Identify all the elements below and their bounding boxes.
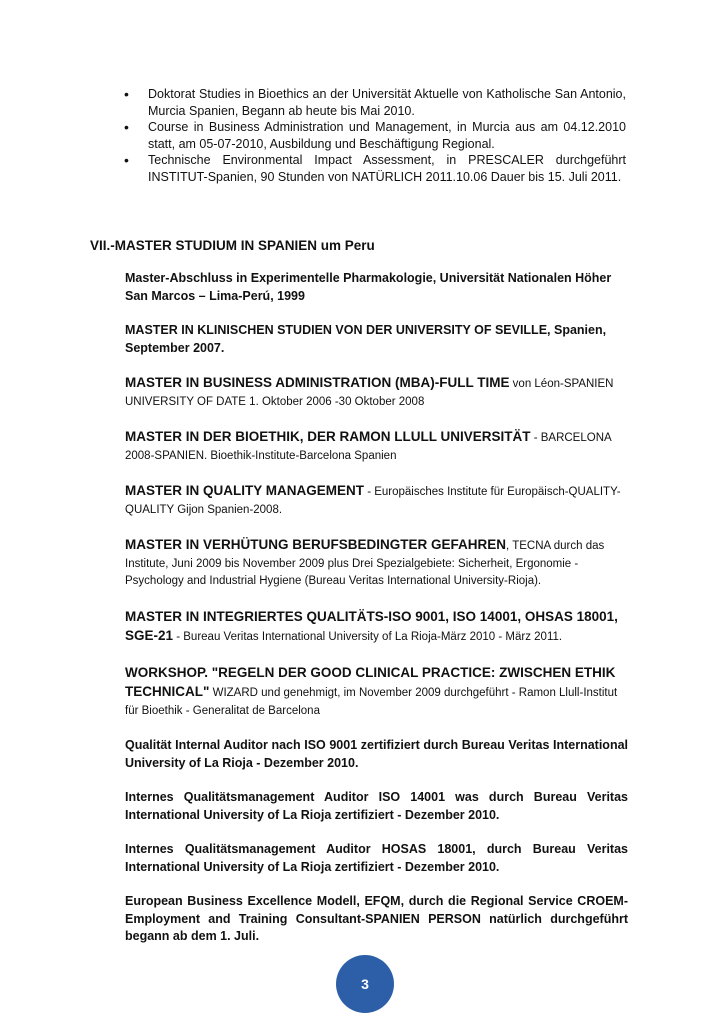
entry-title: WORKSHOP. "REGELN DER GOOD CLINICAL PRACTICE: ZWISCHEN ETHIK TECHNICAL"	[125, 664, 616, 699]
entry-detail: WIZARD und genehmigt, im November 2009 durchgeführt - Ramon Llull-Institut für Bioethik - Generalitat de Barcelona	[125, 687, 618, 717]
entry-efqm-model: European Business Excellence Modell, EFQM, durch die Regional Service CROEM-Employment and Training Consultant-SPANIEN PERSON natürlich durchgeführt begann ab dem 1. Juli.	[125, 894, 628, 943]
entry-title: MASTER IN QUALITY MANAGEMENT	[125, 483, 364, 498]
entry-hosas18001-auditor: Internes Qualitätsmanagement Auditor HOSAS 18001, durch Bureau Veritas International University of La Rioja zertifiziert - Dezember 2010.	[125, 842, 628, 874]
page-number-badge: 3	[336, 955, 394, 1013]
entry-iso14001-auditor: Internes Qualitätsmanagement Auditor ISO 14001 was durch Bureau Veritas International University of La Rioja zertifiziert - Dezember 2010.	[125, 790, 628, 822]
entry-quality-master	[125, 482, 628, 519]
entry-title: MASTER IN DER BIOETHIK, DER RAMON LLULL UNIVERSITÄT	[125, 429, 531, 444]
entry-bioethics-master	[125, 428, 628, 465]
entry-detail: , TECNA durch das Institute, Juni 2009 bis November 2009 plus Drei Spezialgebiete: Sicherheit, Ergonomie - Psychology and Industrial Hygiene (Bureau Veritas International University-Rioja).	[125, 540, 605, 587]
entry-occupational-hazards-master	[125, 536, 628, 591]
entry-pharmacology-master: Master-Abschluss in Experimentelle Pharmakologie, Universität Nationalen Höher San Marcos – Lima-Perú, 1999	[125, 271, 612, 303]
bullet-item: • Doktorat Studies in Bioethics an der Universität Aktuelle von Katholische San Antonio, Murcia Spanien, Begann ab heute bis Mai 2010.	[122, 86, 626, 119]
entry-detail: - Bureau Veritas International University of La Rioja-März 2010 - März 2011.	[173, 631, 563, 643]
entry-detail: - BARCELONA 2008-SPANIEN. Bioethik-Institute-Barcelona Spanien	[125, 432, 612, 462]
entry-title: MASTER IN INTEGRIERTES QUALITÄTS-ISO 9001, ISO 14001, OHSAS 18001, SGE-21	[125, 608, 618, 643]
entry-iso9001-auditor: Qualität Internal Auditor nach ISO 9001 zertifiziert durch Bureau Veritas International University of La Rioja - Dezember 2010.	[125, 738, 628, 770]
bullet-item: • Technische Environmental Impact Assessment, in PRESCALER durchgeführt INSTITUT-Spanien, 90 Stunden von NATÜRLICH 2011.10.06 Dauer bis 15. Juli 2011.	[122, 152, 626, 185]
entry-detail: - Europäisches Institute für Europäisch-QUALITY-QUALITY Gijon Spanien-2008.	[125, 486, 621, 516]
bullet-list	[122, 86, 626, 185]
entry-title: MASTER IN VERHÜTUNG BERUFSBEDINGTER GEFAHREN	[125, 537, 507, 552]
entry-clinical-studies-master: MASTER IN KLINISCHEN STUDIEN VON DER UNIVERSITY OF SEVILLE, Spanien, September 2007.	[125, 323, 607, 355]
entry-detail: von Léon-SPANIEN UNIVERSITY OF DATE 1. Oktober 2006 -30 Oktober 2008	[125, 378, 614, 408]
entry-title: MASTER IN BUSINESS ADMINISTRATION (MBA)-FULL TIME	[125, 375, 510, 390]
entries-list	[125, 270, 628, 963]
entry-integrated-quality-master	[125, 608, 628, 647]
section-heading: VII.-MASTER STUDIUM IN SPANIEN um Peru	[90, 238, 375, 253]
entry-mba	[125, 374, 628, 411]
entry-gcp-workshop	[125, 664, 628, 721]
bullet-item: • Course in Business Administration und Management, in Murcia aus am 04.12.2010 statt, am 05-07-2010, Ausbildung und Beschäftigung Regional.	[122, 119, 626, 152]
